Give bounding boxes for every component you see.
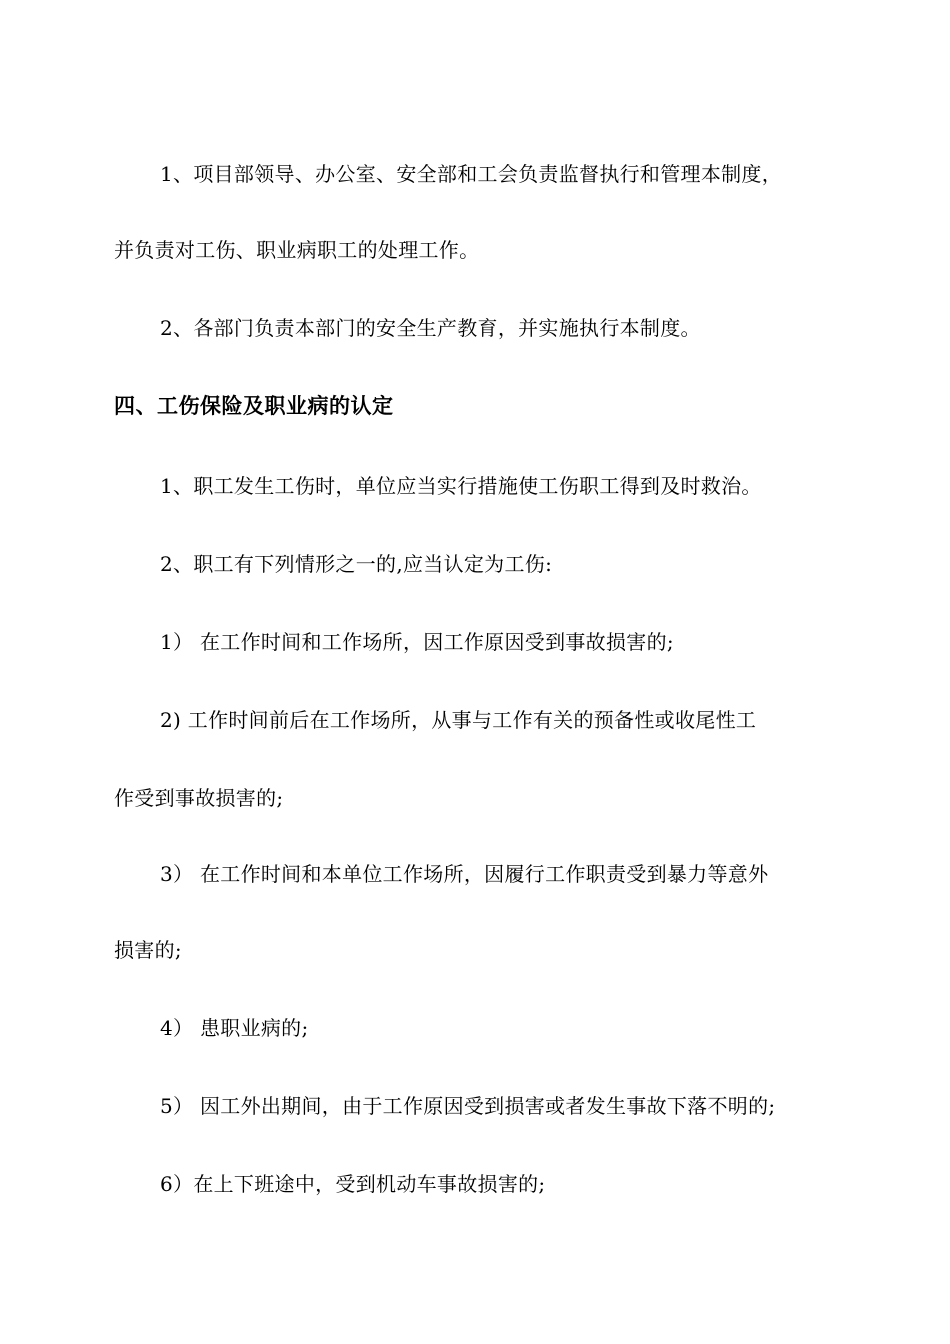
list-item-line: 损害的; [114,938,182,962]
list-item-line: 2) 工作时间前后在工作场所，从事与工作有关的预备性或收尾性工 [160,708,757,732]
paragraph-line: 2、各部门负责本部门的安全生产教育，并实施执行本制度。 [160,316,701,340]
list-item-line: 6）在上下班途中，受到机动车事故损害的; [160,1172,546,1196]
list-item-line: 1） 在工作时间和工作场所，因工作原因受到事故损害的; [160,630,674,654]
list-item-line: 4） 患职业病的; [160,1016,309,1040]
list-item-line: 5） 因工外出期间，由于工作原因受到损害或者发生事故下落不明的; [160,1094,776,1118]
section-heading: 四、工伤保险及职业病的认定 [114,394,394,418]
paragraph-line: 1、项目部领导、办公室、安全部和工会负责监督执行和管理本制度， [160,162,783,186]
paragraph-line: 1、职工发生工伤时，单位应当实行措施使工伤职工得到及时救治。 [160,474,762,498]
list-item-line: 作受到事故损害的; [114,786,284,810]
list-item-line: 3） 在工作时间和本单位工作场所，因履行工作职责受到暴力等意外 [160,862,769,886]
paragraph-line: 并负责对工伤、职业病职工的处理工作。 [114,238,480,262]
paragraph-line: 2、职工有下列情形之一的,应当认定为工伤: [160,552,553,576]
